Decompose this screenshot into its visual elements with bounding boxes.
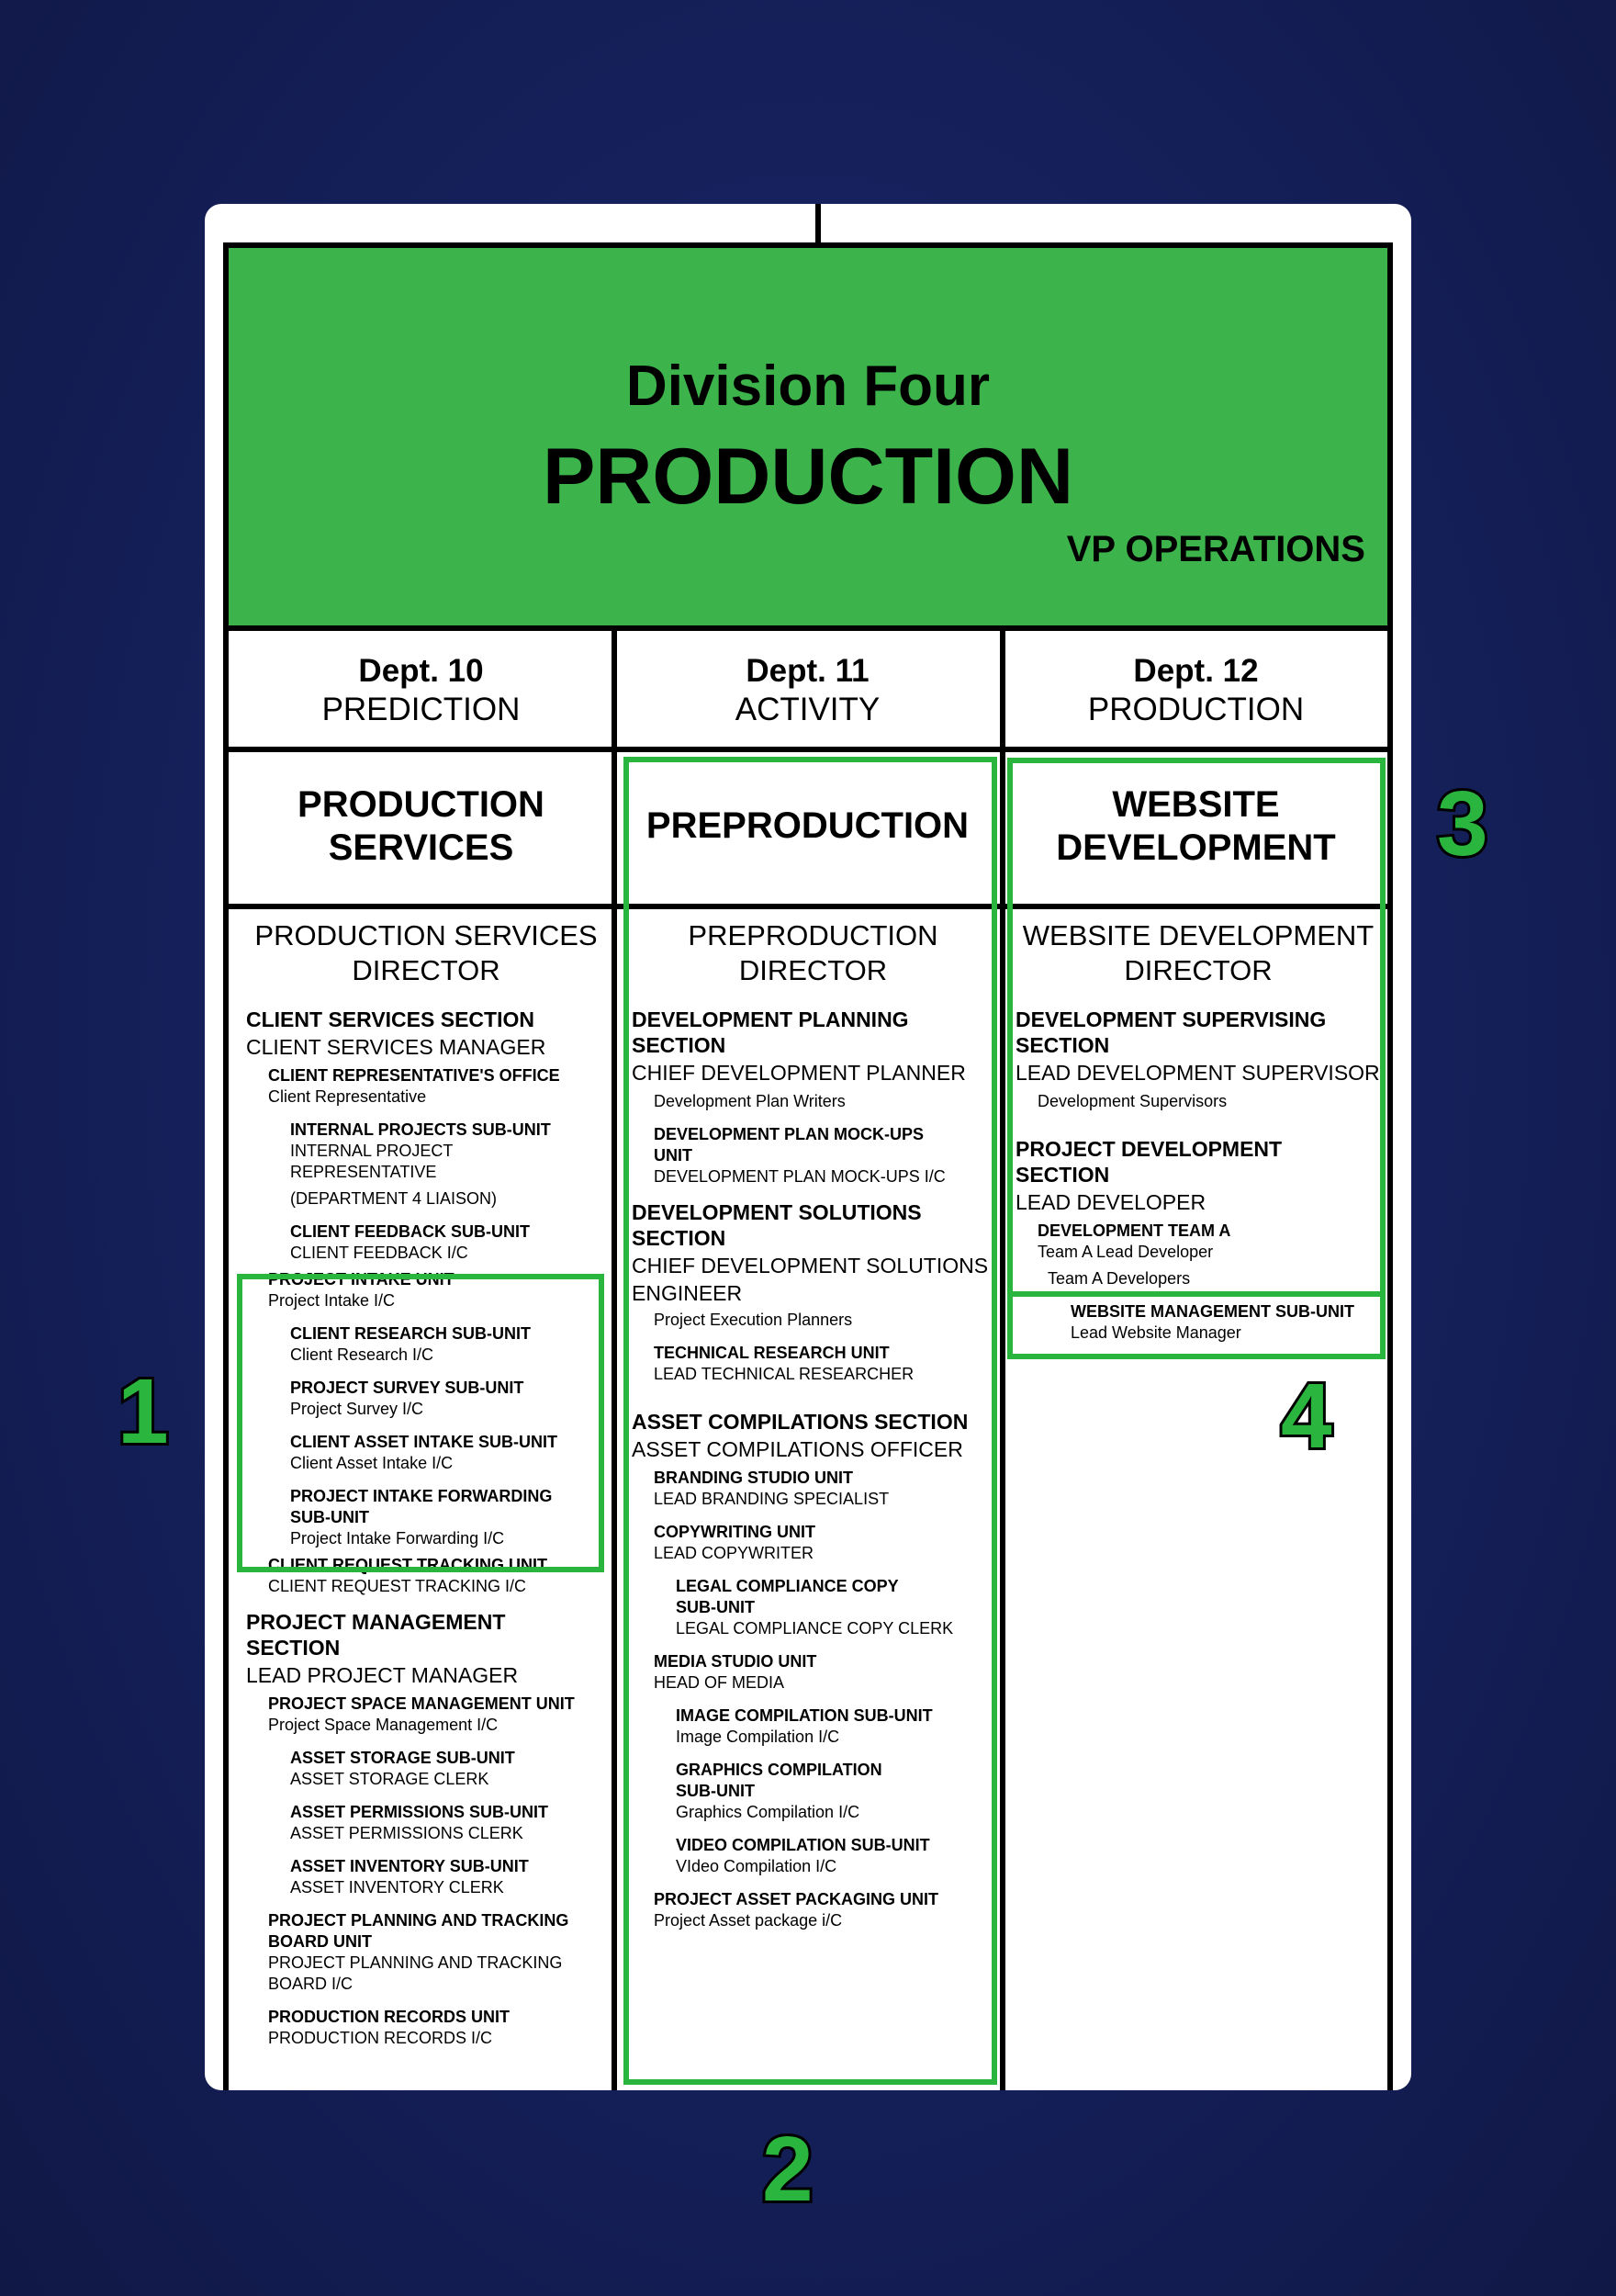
unit-name: TECHNICAL RESEARCH UNIT [654, 1344, 890, 1362]
division-name: PRODUCTION [542, 433, 1074, 521]
unit-desc: ASSET STORAGE CLERK [290, 1770, 489, 1788]
section-manager: ASSET COMPILATIONS OFFICER [632, 1437, 963, 1461]
unit-name: CLIENT ASSET INTAKE SUB-UNIT [290, 1433, 557, 1451]
unit-preproduction: PREPRODUCTION [645, 805, 970, 846]
unit-desc: Graphics Compilation I/C [676, 1803, 860, 1821]
dept-name: PRODUCTION [1087, 692, 1305, 727]
unit-desc: Project Intake I/C [268, 1291, 396, 1310]
director-line: PRODUCTION SERVICES [254, 919, 598, 951]
section-title: SECTION [632, 1033, 726, 1057]
unit-production-services [230, 783, 612, 870]
section-title: DEVELOPMENT PLANNING [632, 1007, 909, 1031]
unit-name: CLIENT REPRESENTATIVE'S OFFICE [268, 1066, 560, 1085]
highlight-box-3 [1007, 758, 1386, 1297]
unit-desc: DEVELOPMENT PLAN MOCK-UPS I/C [654, 1167, 946, 1186]
unit-desc: Client Research I/C [290, 1345, 434, 1364]
unit-desc: Team A Lead Developer [1038, 1243, 1214, 1261]
unit-name: IMAGE COMPILATION SUB-UNIT [676, 1706, 933, 1725]
section-title: SECTION [632, 1226, 726, 1250]
dept-10-header [230, 652, 612, 729]
unit-name: PROJECT INTAKE UNIT [268, 1270, 454, 1289]
dept-name: ACTIVITY [735, 692, 881, 727]
unit-desc: PRODUCTION RECORDS I/C [268, 2029, 493, 2047]
dept-12-header [1005, 652, 1386, 729]
unit-desc: Project Space Management I/C [268, 1716, 499, 1734]
unit-name: ASSET PERMISSIONS SUB-UNIT [290, 1803, 549, 1821]
dept-number: Dept. 10 [358, 653, 484, 689]
row-divider [229, 747, 1387, 752]
section-manager: LEAD DEVELOPER [1016, 1190, 1206, 1214]
marker-3: 3 [1437, 772, 1488, 875]
unit-desc: Project Asset package i/C [654, 1911, 843, 1930]
highlight-box-2 [623, 757, 997, 2085]
section-title: SECTION [1016, 1163, 1110, 1187]
section-manager: LEAD PROJECT MANAGER [246, 1663, 519, 1687]
section-manager: CHIEF DEVELOPMENT PLANNER [632, 1061, 966, 1085]
director-line: WEBSITE DEVELOPMENT [1022, 919, 1375, 951]
column-divider [612, 631, 617, 2090]
dept-name: PREDICTION [321, 692, 521, 727]
division-header [229, 248, 1387, 631]
unit-name: SUB-UNIT [290, 1508, 369, 1526]
director-line: DIRECTOR [1124, 954, 1273, 986]
section-title: ASSET COMPILATIONS SECTION [632, 1410, 969, 1434]
unit-desc: Project Execution Planners [654, 1311, 853, 1329]
section-title: PROJECT MANAGEMENT [246, 1610, 506, 1634]
unit-desc: Project Intake Forwarding I/C [290, 1529, 505, 1548]
unit-name: SUB-UNIT [676, 1782, 755, 1800]
unit-name: PRODUCTION RECORDS UNIT [268, 2008, 511, 2026]
dept-number: Dept. 12 [1133, 653, 1259, 689]
unit-desc: ASSET INVENTORY CLERK [290, 1878, 504, 1896]
unit-desc: VIdeo Compilation I/C [676, 1857, 837, 1875]
unit-desc: LEAD COPYWRITER [654, 1544, 814, 1562]
unit-desc: LEGAL COMPLIANCE COPY CLERK [676, 1619, 954, 1638]
marker-2: 2 [762, 2118, 814, 2221]
marker-4: 4 [1281, 1365, 1332, 1468]
unit-desc: HEAD OF MEDIA [654, 1673, 785, 1692]
unit-name: CLIENT FEEDBACK SUB-UNIT [290, 1222, 530, 1241]
unit-name: CLIENT REQUEST TRACKING UNIT [268, 1556, 547, 1574]
unit-name: UNIT [654, 1146, 692, 1165]
unit-name: GRAPHICS COMPILATION [676, 1761, 882, 1779]
top-connector-line [815, 204, 821, 246]
unit-name: SUB-UNIT [676, 1598, 755, 1616]
unit-name: COPYWRITING UNIT [654, 1523, 815, 1541]
unit-name: ASSET INVENTORY SUB-UNIT [290, 1857, 529, 1875]
unit-desc: LEAD BRANDING SPECIALIST [654, 1490, 890, 1508]
unit-name: PROJECT SURVEY SUB-UNIT [290, 1379, 524, 1397]
highlight-box-1 [237, 1274, 604, 1572]
unit-desc: Development Supervisors [1038, 1092, 1228, 1110]
unit-desc: LEAD TECHNICAL RESEARCHER [654, 1365, 915, 1383]
section-title: PROJECT DEVELOPMENT [1016, 1137, 1283, 1161]
unit-name: MEDIA STUDIO UNIT [654, 1652, 817, 1671]
section-title: SECTION [246, 1636, 341, 1660]
unit-desc: PROJECT PLANNING AND TRACKING [268, 1953, 563, 1972]
unit-name: INTERNAL PROJECTS SUB-UNIT [290, 1120, 551, 1139]
unit-title-line: PRODUCTION [297, 784, 544, 825]
division-vp: VP OPERATIONS [1066, 529, 1365, 569]
marker-1: 1 [118, 1360, 169, 1463]
unit-name: PROJECT INTAKE FORWARDING [290, 1487, 553, 1505]
director-line: DIRECTOR [738, 954, 888, 986]
unit-name: CLIENT RESEARCH SUB-UNIT [290, 1324, 532, 1343]
unit-name: BRANDING STUDIO UNIT [654, 1469, 853, 1487]
unit-desc: REPRESENTATIVE [290, 1163, 437, 1181]
division-title: Division Four [625, 355, 991, 418]
unit-desc: Client Representative [268, 1087, 427, 1106]
unit-desc: CLIENT FEEDBACK I/C [290, 1244, 468, 1262]
section-title: CLIENT SERVICES SECTION [246, 1007, 534, 1031]
unit-desc: Image Compilation I/C [676, 1728, 840, 1746]
section-title: DEVELOPMENT SOLUTIONS [632, 1200, 922, 1224]
section-title: SECTION [1016, 1033, 1110, 1057]
unit-desc: BOARD I/C [268, 1975, 354, 1993]
section-manager: LEAD DEVELOPMENT SUPERVISOR [1016, 1061, 1380, 1085]
unit-desc: Lead Website Manager [1071, 1323, 1241, 1342]
director-line: DIRECTOR [352, 954, 500, 986]
unit-desc: INTERNAL PROJECT [290, 1142, 454, 1160]
unit-desc: Team A Developers [1048, 1269, 1191, 1288]
unit-name: BOARD UNIT [268, 1932, 372, 1951]
unit-desc: ASSET PERMISSIONS CLERK [290, 1824, 523, 1842]
unit-title-line: DEVELOPMENT [1056, 827, 1336, 868]
dept-11-header [617, 652, 998, 729]
unit-title-line: WEBSITE [1112, 784, 1280, 825]
unit-desc: Client Asset Intake I/C [290, 1454, 454, 1472]
unit-name: WEBSITE MANAGEMENT SUB-UNIT [1071, 1302, 1354, 1321]
unit-name: ASSET STORAGE SUB-UNIT [290, 1749, 515, 1767]
unit-name: PROJECT SPACE MANAGEMENT UNIT [268, 1694, 575, 1713]
dept-number: Dept. 11 [746, 653, 870, 689]
director-title [246, 918, 606, 988]
unit-title-line: SERVICES [328, 827, 514, 868]
unit-name: PROJECT PLANNING AND TRACKING [268, 1911, 569, 1930]
unit-name: DEVELOPMENT PLAN MOCK-UPS [654, 1125, 925, 1143]
section-title: DEVELOPMENT SUPERVISING [1016, 1007, 1327, 1031]
unit-desc: Development Plan Writers [654, 1092, 846, 1110]
director-line: PREPRODUCTION [688, 919, 938, 951]
highlight-box-4 [1007, 1291, 1386, 1359]
unit-name: LEGAL COMPLIANCE COPY [676, 1577, 899, 1595]
unit-name: PROJECT ASSET PACKAGING UNIT [654, 1890, 939, 1908]
unit-name: DEVELOPMENT TEAM A [1038, 1221, 1231, 1240]
unit-desc: CLIENT REQUEST TRACKING I/C [268, 1577, 527, 1595]
unit-name: VIDEO COMPILATION SUB-UNIT [676, 1836, 930, 1854]
unit-desc: Project Survey I/C [290, 1400, 424, 1418]
unit-desc: (DEPARTMENT 4 LIAISON) [290, 1189, 498, 1208]
section-manager: CHIEF DEVELOPMENT SOLUTIONS [632, 1254, 989, 1277]
section-manager: CLIENT SERVICES MANAGER [246, 1035, 546, 1059]
section-manager: ENGINEER [632, 1281, 743, 1305]
